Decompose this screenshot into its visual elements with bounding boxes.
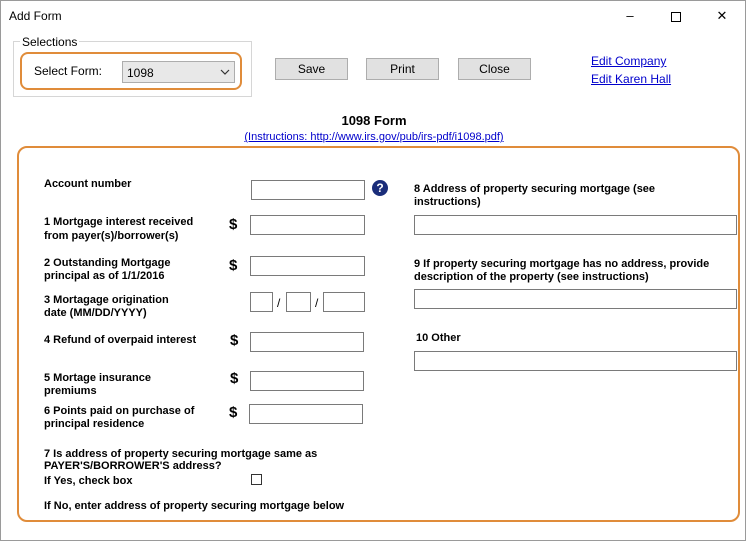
maximize-button[interactable] [653,1,699,31]
field3-label-line2: date (MM/DD/YYYY) [44,307,147,319]
refund-interest-input[interactable] [250,332,364,352]
field1-label-line1: 1 Mortgage interest received [44,216,194,228]
field2-label-line1: 2 Outstanding Mortgage [44,257,171,269]
field6-currency: $ [229,404,238,421]
account-number-input[interactable] [251,180,365,200]
field2-currency: $ [229,257,238,274]
help-icon[interactable]: ? [372,180,388,196]
account-number-label: Account number [44,178,132,190]
field8-label-line2: instructions) [414,196,481,208]
if-no-label: If No, enter address of property securing mortgage below [44,500,345,512]
close-button[interactable]: Close [458,58,531,80]
other-input[interactable] [414,351,737,371]
print-button[interactable]: Print [366,58,439,80]
property-address-input[interactable] [414,215,737,235]
select-form-highlight [20,52,242,90]
mortgage-interest-input[interactable] [250,215,365,235]
field6-label-line2: principal residence [44,418,145,430]
origination-day-input[interactable] [286,292,311,312]
save-button[interactable]: Save [275,58,348,80]
if-yes-label: If Yes, check box [44,475,133,487]
title-bar [1,1,745,31]
select-form-dropdown[interactable] [122,61,235,83]
edit-user-link[interactable]: Edit Karen Hall [591,72,672,86]
instructions-row [1,131,746,143]
field6-label-line1: 6 Points paid on purchase of [44,405,195,417]
field4-currency: $ [230,332,239,349]
edit-company-link[interactable]: Edit Company [591,54,667,68]
window-title: Add Form [9,9,62,23]
field3-label-line1: 3 Mortagage origination [44,294,169,306]
same-address-checkbox[interactable] [251,474,262,485]
origination-year-input[interactable] [323,292,365,312]
origination-month-input[interactable] [250,292,273,312]
field2-label-line2: principal as of 1/1/2016 [44,270,165,282]
field5-label-line1: 5 Mortage insurance [44,372,151,384]
mortgage-insurance-input[interactable] [250,371,364,391]
instructions-link[interactable]: (Instructions: http://www.irs.gov/pub/irs-pdf/i1098.pdf) [244,131,504,143]
field10-label: 10 Other [416,332,461,344]
field9-label-line2: description of the property (see instructions) [414,271,649,283]
chevron-down-icon [220,67,230,77]
field8-label-line1: 8 Address of property securing mortgage (see [414,183,656,195]
date-separator: / [277,296,281,310]
outstanding-principal-input[interactable] [250,256,365,276]
property-description-input[interactable] [414,289,737,309]
field4-label: 4 Refund of overpaid interest [44,334,197,346]
selections-legend: Selections [22,35,78,49]
field9-label-line1: 9 If property securing mortgage has no address, provide [414,258,710,270]
minimize-button[interactable]: – [626,8,634,23]
field7-label-line2: PAYER'S/BORROWER'S address? [44,460,222,472]
close-window-button[interactable]: ✕ [716,8,728,23]
points-paid-input[interactable] [249,404,363,424]
field7-label-line1: 7 Is address of property securing mortgage same as [44,448,318,460]
form-title: 1098 Form [341,113,407,128]
select-form-label: Select Form: [34,64,103,78]
field1-currency: $ [229,216,238,233]
selections-group [13,35,252,97]
field1-label-line2: from payer(s)/borrower(s) [44,230,179,242]
field5-currency: $ [230,370,239,387]
maximize-icon [671,12,681,22]
field5-label-line2: premiums [44,385,97,397]
date-separator: / [315,296,319,310]
select-form-value: 1098 [127,66,154,80]
